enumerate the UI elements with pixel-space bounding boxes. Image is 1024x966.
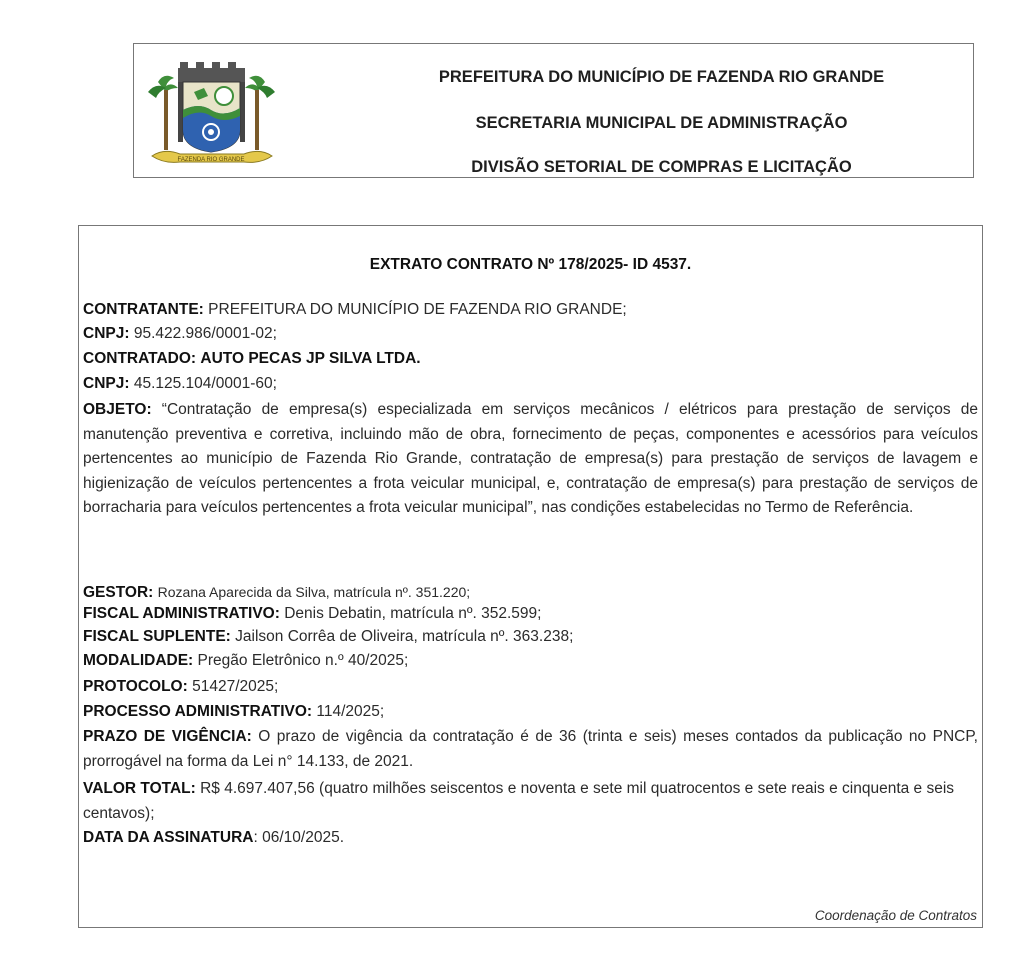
contratante-field: CONTRATANTE: PREFEITURA DO MUNICÍPIO DE FAZENDA RIO GRANDE; [83, 301, 627, 318]
valor-value: R$ 4.697.407,56 (quatro milhões seiscentos e noventa e sete mil quatrocentos e sete reais e cinquenta e seis centavos); [83, 780, 955, 822]
data-label: DATA DA ASSINATURA [83, 829, 254, 846]
gestor-value: Rozana Aparecida da Silva, matrícula nº. 351.220; [157, 584, 471, 600]
fiscal-suplente-label: FISCAL SUPLENTE: [83, 628, 231, 645]
contratante-value: PREFEITURA DO MUNICÍPIO DE FAZENDA RIO GRANDE; [208, 301, 627, 318]
municipal-coat-of-arms-logo [144, 52, 279, 172]
modalidade-field [83, 649, 978, 674]
data-value: 06/10/2025. [262, 829, 345, 846]
contratado-label: CONTRATADO: [83, 350, 197, 367]
fiscal-suplente-value: Jailson Corrêa de Oliveira, matrícula nº. 363.238; [235, 628, 574, 645]
header-division: DIVISÃO SETORIAL DE COMPRAS E LICITAÇÃO [471, 158, 852, 176]
valor-label: VALOR TOTAL: [83, 780, 196, 797]
objeto-label: OBJETO: [83, 401, 152, 418]
modalidade-label: MODALIDADE: [83, 652, 194, 669]
modalidade-value: Pregão Eletrônico n.º 40/2025; [197, 652, 409, 669]
data-assinatura-field: DATA DA ASSINATURA: 06/10/2025. [83, 829, 345, 846]
prazo-label: PRAZO DE VIGÊNCIA: [83, 728, 252, 745]
contratado-value: AUTO PECAS JP SILVA LTDA. [200, 350, 421, 367]
processo-value: 114/2025; [316, 703, 385, 720]
valor-total-field [83, 777, 978, 826]
contratado-field [83, 347, 978, 372]
contratante-label: CONTRATANTE [83, 301, 199, 318]
gestor-label: GESTOR: [83, 584, 154, 601]
cnpj-contratado-field: CNPJ: 45.125.104/0001-60; [83, 375, 277, 392]
letterhead [133, 43, 974, 178]
processo-label: PROCESSO ADMINISTRATIVO: [83, 703, 313, 720]
cnpj-value: 45.125.104/0001-60; [133, 375, 277, 392]
header-municipality: PREFEITURA DO MUNICÍPIO DE FAZENDA RIO GRANDE [438, 68, 885, 86]
prazo-value: O prazo de vigência da contratação é de 36 (trinta e seis) meses contados da publicação no PNCP, prorrogável na forma da Lei n° 14.133, de 2021. [83, 728, 978, 770]
protocolo-label: PROTOCOLO: [83, 678, 188, 695]
objeto-field [83, 398, 978, 521]
contract-extract [78, 225, 983, 928]
cnpj-value: 95.422.986/0001-02; [133, 325, 277, 342]
protocolo-field [83, 675, 978, 700]
cnpj-contratante-field: CNPJ: 95.422.986/0001-02; [83, 325, 277, 342]
cnpj-label: CNPJ [83, 325, 125, 342]
fiscal-administrativo-field [83, 602, 978, 627]
objeto-value: “Contratação de empresa(s) especializada em serviços mecânicos / elétricos para prestação de serviços de manutenção preventiva e corretiva, incluindo mão de obra, fornecimento de peças, componentes e acessórios para veículos pertencentes ao município de Fazenda Rio Grande, contratação de empresa(s) para prestação de serviços de lavagem e higienização de veículos pertencentes a frota veicular municipal, e, contratação de empresa(s) para prestação de serviços de borracharia para veículos pertencentes a frota veicular municipal”, nas condições estabelecidas no Termo de Referência. [83, 401, 978, 517]
cnpj-label: CNPJ [83, 375, 125, 392]
processo-administrativo-field [83, 700, 978, 725]
prazo-vigencia-field [83, 725, 978, 774]
contract-title: EXTRATO CONTRATO Nº 178/2025- ID 4537. [369, 256, 692, 273]
header-secretariat: SECRETARIA MUNICIPAL DE ADMINISTRAÇÃO [475, 114, 848, 132]
fiscal-administrativo-value: Denis Debatin, matrícula nº. 352.599; [284, 605, 542, 622]
footer-coordination: Coordenação de Contratos [814, 908, 977, 923]
fiscal-suplente-field [83, 625, 978, 650]
fiscal-administrativo-label: FISCAL ADMINISTRATIVO: [83, 605, 280, 622]
svg-text:FAZENDA RIO GRANDE: FAZENDA RIO GRANDE [177, 157, 245, 163]
protocolo-value: 51427/2025; [192, 678, 279, 695]
